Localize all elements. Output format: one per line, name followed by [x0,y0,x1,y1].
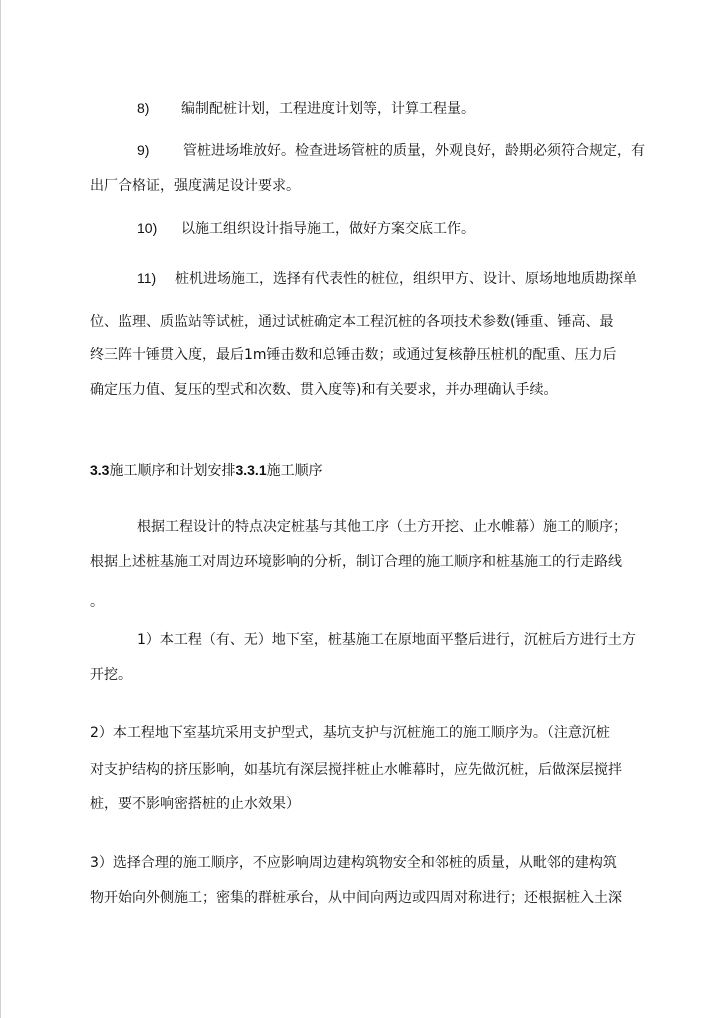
para-1-line-2 [90,665,132,685]
section-number-3-3: 3.3 [90,462,110,478]
item-9-number: 9) [137,142,150,158]
para-2-line-1-text: 2）本工程地下室基坑采用支护型式，基坑支护与沉桩施工的施工顺序为。（注意沉桩 [90,725,610,741]
section-title-3-3-1: 施工顺序 [266,463,323,479]
item-11-line-2: 位、监理、质监站等试桩，通过试桩确定本工程沉桩的各项技术参数(锤重、锤高、最 [90,314,614,330]
intro-line-2 [90,552,622,572]
para-2-line-3-text: 桩，要不影响密搭桩的止水效果） [90,796,300,812]
item-11-line-4: 确定压力值、复压的型式和次数、贯入度等)和有关要求，并办理确认手续。 [90,382,558,398]
para-1-line-2-text: 开挖。 [90,667,132,683]
item-10-number: 10) [137,220,158,236]
item-10-text: 以施工组织设计指导施工，做好方案交底工作。 [181,221,475,237]
item-11-line-1: 桩机进场施工，选择有代表性的桩位，组织甲方、设计、原场地地质勘探单 [175,271,637,287]
para-3-line-2-text: 物开始向外侧施工；密集的群桩承台，从中间向两边或四周对称进行；还根据桩入土深 [90,890,622,906]
para-2-line-2 [90,760,622,780]
intro-line-1 [137,517,627,537]
item-9-line-1: 管桩进场堆放好。检查进场管桩的质量，外观良好，龄期必须符合规定，有 [183,143,645,159]
item-11-line-2-row [90,312,613,332]
para-3-line-2 [90,888,622,908]
section-number-3-3-1: 3.3.1 [235,462,267,478]
item-10 [137,218,475,238]
para-3-line-1-text: 3）选择合理的施工顺序，不应影响周边建构筑物安全和邻桩的质量，从毗邻的建构筑 [90,855,617,871]
item-8-number: 8) [137,100,150,116]
para-2-line-2-text: 对支护结构的挤压影响，如基坑有深层搅拌桩止水帷幕时，应先做沉桩，后做深层搅拌 [90,762,622,778]
item-9-line-2: 出厂合格证，强度满足设计要求。 [90,178,300,194]
item-8-text: 编制配桩计划，工程进度计划等，计算工程量。 [181,101,475,117]
item-11-line-3-row [90,345,617,365]
item-11-number: 11) [137,270,157,286]
item-11 [137,268,637,288]
item-8 [137,98,475,118]
para-3-line-1 [90,853,617,873]
intro-line-3 [90,592,104,612]
intro-line-2-text: 根据上述桩基施工对周边环境影响的分析，制订合理的施工顺序和桩基施工的行走路线 [90,554,622,570]
intro-line-1-text: 根据工程设计的特点决定桩基与其他工序（土方开挖、止水帷幕）施工的顺序； [137,519,627,535]
para-2-line-3 [90,794,300,814]
page-edge [0,0,1,1018]
para-1-line-1 [137,630,636,650]
item-11-line-3: 终三阵十锤贯入度，最后1m锤击数和总锤击数；或通过复核静压桩机的配重、压力后 [90,347,617,363]
para-1-line-1-text: 1）本工程（有、无）地下室，桩基施工在原地面平整后进行，沉桩后方进行土方 [137,632,636,648]
para-2-line-1 [90,723,610,743]
section-title-3-3: 施工顺序和计划安排 [109,463,236,479]
intro-line-3-text: 。 [90,594,104,610]
item-9 [137,140,645,160]
section-heading [90,460,323,480]
item-11-line-4-row [90,380,557,400]
item-9-line-2-row [90,176,300,196]
